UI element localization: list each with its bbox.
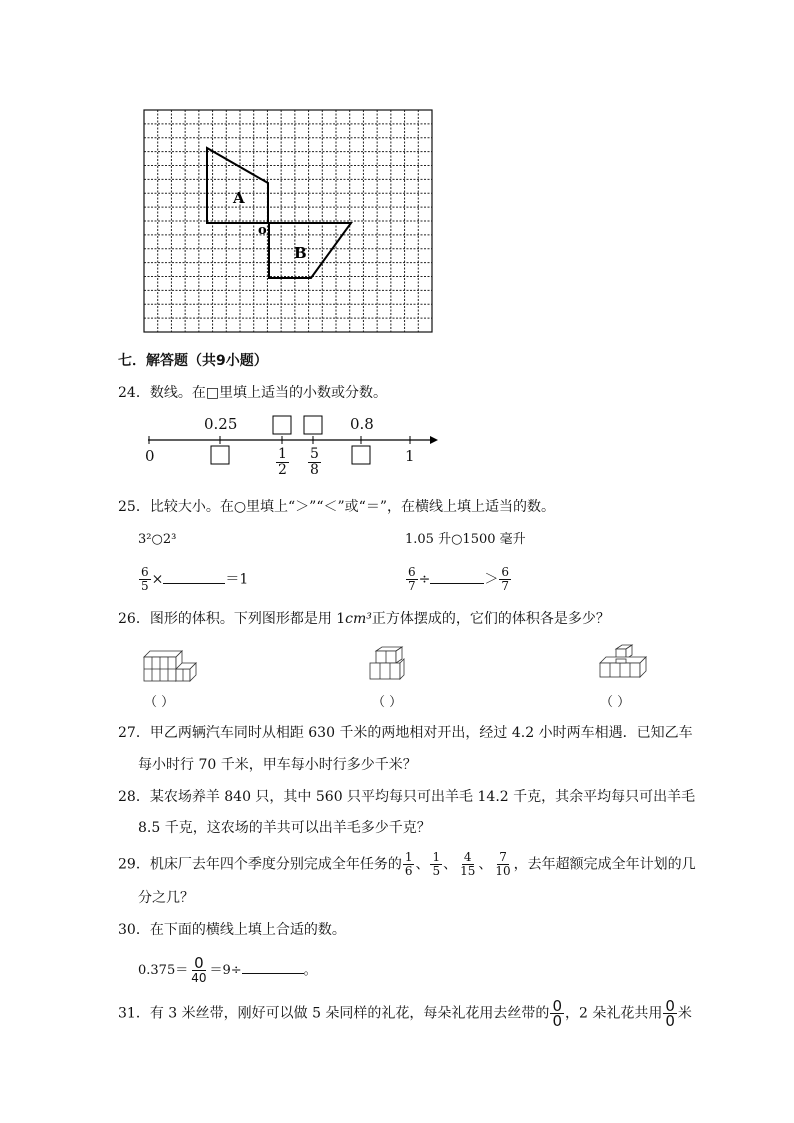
fraction-five-eighths: $\frac{5}{8}$	[310, 446, 319, 478]
q26-answer-2[interactable]: （ ）	[372, 695, 403, 710]
answer-box-top-2[interactable]	[304, 416, 322, 434]
fraction-half: $\frac{1}{2}$	[278, 446, 287, 478]
q25-blank-1[interactable]	[163, 569, 225, 584]
tick-label-025: 0.25	[204, 415, 238, 433]
label-a: A	[233, 189, 245, 207]
q25-item3: $\frac{6}{5}$ × ＝1	[141, 565, 249, 593]
q25-item1: 3²○2³	[138, 532, 177, 547]
q26-text: 26．图形的体积。下列图形都是用 1cm³正方体摆成的，它们的体积各是多少？	[118, 611, 610, 627]
q26-answer-3[interactable]: （ ）	[600, 695, 631, 710]
answer-box-bottom-2[interactable]	[352, 446, 370, 464]
q29-line2: 分之几？	[138, 890, 194, 906]
q25-blank-2[interactable]	[430, 569, 484, 584]
q28-line1: 28．某农场养羊 840 只，其中 560 只平均每只可出羊毛 14.2 千克，其余平均每只可出羊毛	[118, 789, 696, 805]
q26-answer-1[interactable]: （ ）	[144, 695, 175, 710]
answer-box-top-1[interactable]	[273, 416, 291, 434]
grid-figure	[140, 108, 440, 336]
label-b: B	[294, 244, 307, 262]
number-line	[140, 410, 440, 470]
q29-line1: 29．机床厂去年四个季度分别完成全年任务的 $\frac{1}{6}$ 、 $\frac{1}{5}$ 、 $\frac{4}{15}$ 、 $\frac{7}{10}$ ，去年超额完成全年计划的几	[118, 850, 696, 878]
cube-figure-2	[368, 645, 408, 683]
cube-figure-3	[596, 643, 652, 683]
label-o: o	[258, 223, 267, 238]
q25-text: 25．比较大小。在○里填上“＞”“＜”或“＝”，在横线上填上适当的数。	[118, 499, 555, 515]
tick-label-1: 1	[405, 447, 415, 465]
tick-label-0: 0	[145, 447, 155, 465]
q25-item4: $\frac{6}{7}$ ÷ ＞ $\frac{6}{7}$	[408, 565, 510, 593]
q24-text: 24．数线。在□里填上适当的小数或分数。	[118, 385, 388, 401]
q30-equation: 0.375＝ $\frac{0}{40}$ ＝9÷ 。	[138, 954, 317, 985]
q27-line2: 每小时行 70 千米，甲车每小时行多少千米？	[138, 757, 417, 773]
tick-label-08: 0.8	[350, 415, 374, 433]
q30-blank[interactable]	[242, 959, 304, 974]
q28-line2: 8.5 千克，这农场的羊共可以出羊毛多少千克？	[138, 820, 431, 836]
answer-box-bottom-1[interactable]	[211, 446, 229, 464]
q25-item2: 1.05 升○1500 毫升	[405, 532, 526, 547]
cube-figure-1	[140, 647, 200, 683]
shape-a	[207, 148, 268, 223]
section-title: 七．解答题（共9小题）	[118, 353, 268, 369]
q27-line1: 27．甲乙两辆汽车同时从相距 630 千米的两地相对开出，经过 4.2 小时两车相遇．已知乙车	[118, 725, 693, 741]
q30-text: 30．在下面的横线上填上合适的数。	[118, 922, 346, 938]
q31-line: 31．有 3 米丝带，刚好可以做 5 朵同样的礼花，每朵礼花用去丝带的 $\frac{0}{0}$ ，2 朵礼花共用 $\frac{0}{0}$ 米	[118, 997, 692, 1030]
